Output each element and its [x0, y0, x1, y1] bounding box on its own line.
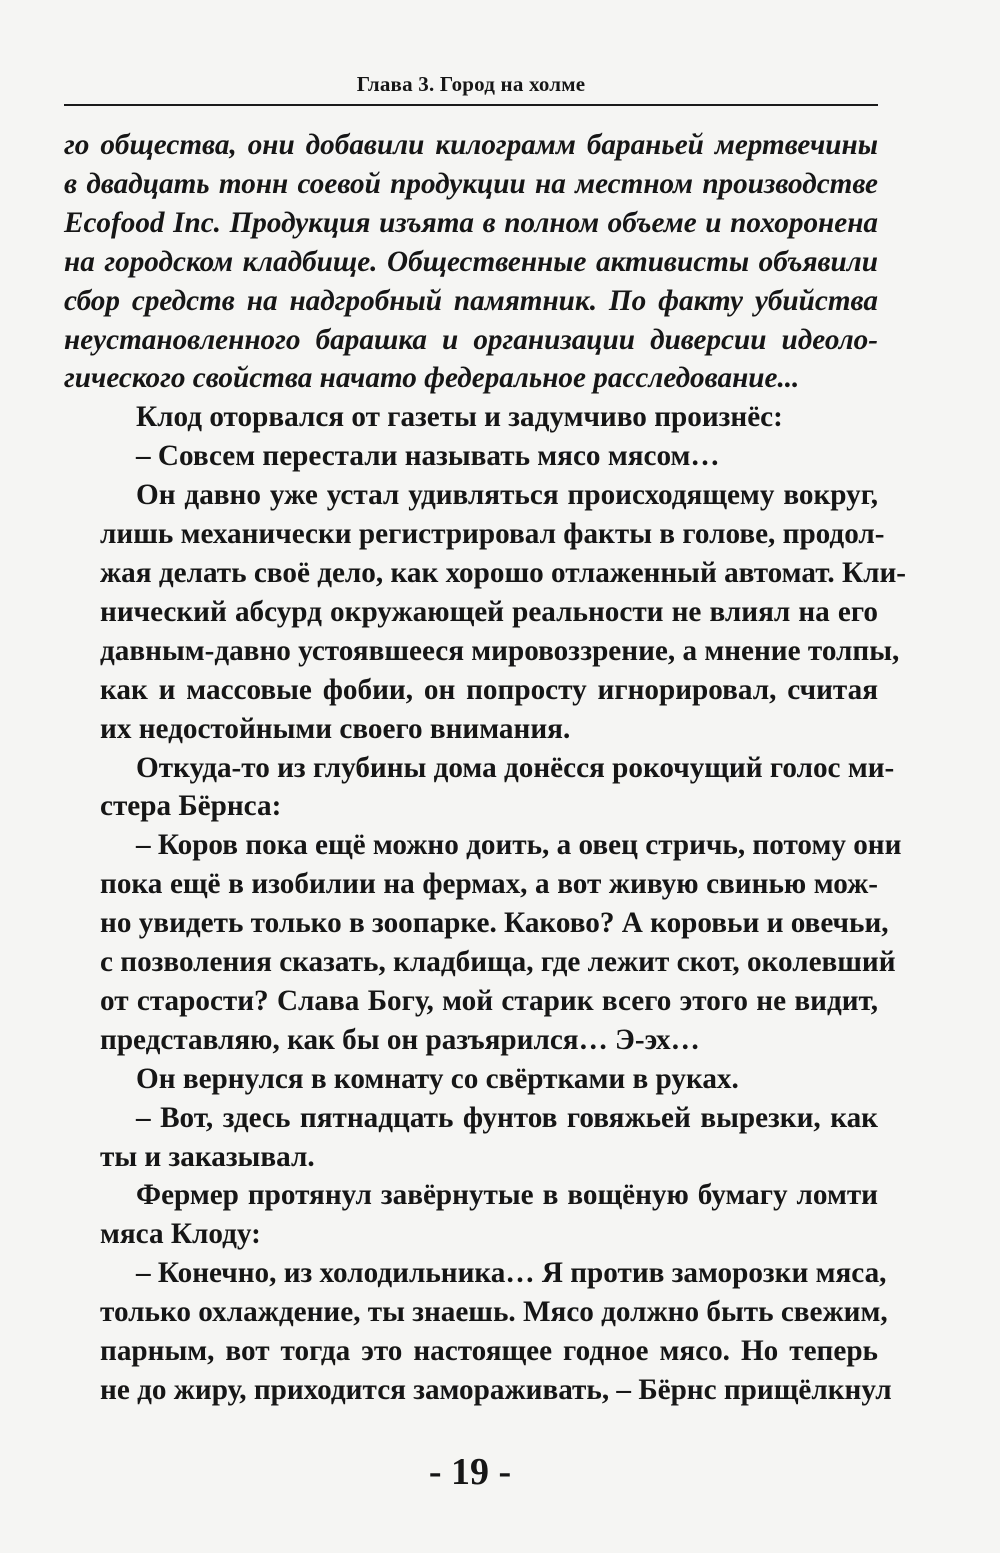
text-line: мяса Клоду: — [100, 1218, 261, 1251]
page-number: - 19 - — [428, 1451, 512, 1493]
text-line: – Вот, здесь пятнадцать фунтов говяжьей вырезки, как — [136, 1101, 878, 1134]
paragraph — [64, 1254, 892, 1410]
text-line: – Совсем перестали называть мясо мясом… — [136, 440, 720, 473]
paragraph — [64, 1099, 878, 1177]
text-line: парным, вот тогда это настоящее годное мясо. Но теперь — [100, 1335, 878, 1368]
paragraph — [64, 826, 902, 1059]
paragraph — [64, 1060, 878, 1099]
text-line: как и массовые фобии, он попросту игнорировал, считая — [100, 673, 878, 706]
text-line: сбор средств на надгробный памятник. По факту убийства — [64, 284, 878, 317]
paragraph — [64, 1176, 878, 1254]
text-line: го общества, они добавили килограмм бараньей мертвечины — [64, 129, 878, 161]
text-line: только охлаждение, ты знаешь. Мясо должно быть свежим, — [100, 1296, 888, 1329]
text-line: не до жиру, приходится замораживать, – Бёрнс прищёлкнул — [100, 1374, 892, 1406]
text-line: неустановленного барашка и организации диверсии идеоло- — [64, 323, 878, 356]
text-line: – Конечно, из холодильника… Я против заморозки мяса, — [136, 1257, 887, 1290]
quoted-news-paragraph — [64, 126, 878, 398]
text-line: Он вернулся в комнату со свёртками в руках. — [136, 1062, 739, 1095]
text-line: – Коров пока ещё можно доить, а овец стричь, потому они — [136, 829, 902, 862]
paragraph — [64, 476, 907, 748]
text-line: представляю, как бы он разъярился… Э-эх… — [100, 1023, 700, 1056]
text-line: на городском кладбище. Общественные активисты объявили — [64, 245, 878, 278]
text-line: гического свойства начато федеральное расследование... — [64, 362, 800, 395]
text-line: Фермер протянул завёрнутые в вощёную бумагу ломти — [136, 1179, 878, 1212]
text-line: жая делать своё дело, как хорошо отлаженный автомат. Кли- — [100, 556, 907, 589]
text-line: их недостойными своего внимания. — [100, 712, 571, 745]
text-line: Он давно уже устал удивляться происходящему вокруг, — [136, 479, 878, 512]
text-line: стера Бёрнса: — [100, 790, 282, 823]
text-line: в двадцать тонн соевой продукции на местном производстве — [64, 167, 878, 200]
text-line: Откуда-то из глубины дома донёсся рокочущий голос ми- — [136, 751, 895, 784]
text-line: Ecofood Inc. Продукция изъята в полном объеме и похоронена — [64, 206, 878, 239]
body-text — [64, 126, 907, 1410]
text-line: лишь механически регистрировал факты в голове, продол- — [100, 518, 885, 551]
text-line: Клод оторвался от газеты и задумчиво произнёс: — [136, 401, 783, 434]
text-line: с позволения сказать, кладбища, где лежит скот, околевший — [100, 946, 896, 979]
text-line: от старости? Слава Богу, мой старик всего этого не видит, — [100, 984, 878, 1017]
text-line: но увидеть только в зоопарке. Каково? А коровьи и овечьи, — [100, 907, 889, 940]
text-line: ты и заказывал. — [100, 1140, 315, 1173]
paragraph — [64, 437, 878, 476]
header-rule — [64, 104, 878, 106]
text-line: нический абсурд окружающей реальности не влиял на его — [100, 595, 878, 628]
paragraph — [64, 749, 895, 827]
text-line: давным-давно устоявшееся мировоззрение, а мнение толпы, — [100, 634, 900, 667]
paragraph — [64, 398, 878, 437]
text-line: пока ещё в изобилии на фермах, а вот живую свинью мож- — [100, 868, 878, 901]
running-head: Глава 3. Город на холме — [356, 72, 586, 96]
